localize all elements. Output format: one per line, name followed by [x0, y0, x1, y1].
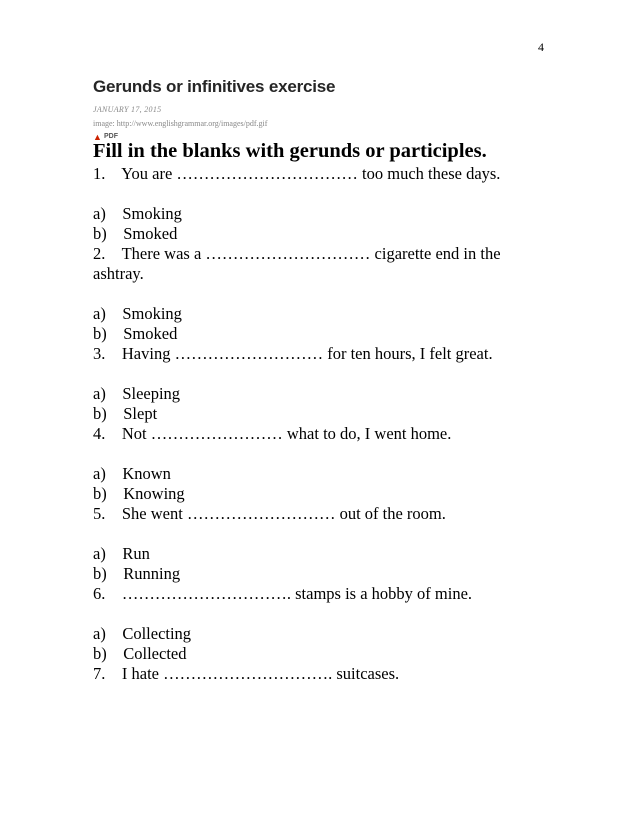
question-stem: 3. Having ……………………… for ten hours, I felt great. — [93, 344, 493, 363]
question-1 — [93, 164, 543, 244]
post-date: JANUARY 17, 2015 — [93, 105, 162, 114]
question-stem: ashtray. — [93, 264, 144, 283]
question-stem: 7. I hate …………………………. suitcases. — [93, 664, 400, 683]
pdf-label: PDF — [104, 133, 118, 140]
question-list — [93, 164, 543, 684]
answer-option: a) Run — [93, 544, 150, 563]
answer-option: b) Running — [93, 564, 181, 583]
question-stem: 6. …………………………. stamps is a hobby of mine. — [93, 584, 473, 603]
spacer — [93, 444, 543, 464]
answer-option: b) Slept — [93, 404, 158, 423]
question-stem: 5. She went ……………………… out of the room. — [93, 504, 446, 523]
answer-option: b) Knowing — [93, 484, 185, 503]
answer-option: a) Smoking — [93, 204, 182, 223]
image-source-caption: image: http://www.englishgrammar.org/images/pdf.gif — [93, 119, 268, 128]
exercise-content — [93, 138, 543, 684]
spacer — [93, 524, 543, 544]
question-3 — [93, 344, 543, 424]
question-stem: 4. Not …………………… what to do, I went home. — [93, 424, 452, 443]
answer-option: a) Smoking — [93, 304, 182, 323]
answer-option: a) Collecting — [93, 624, 192, 643]
question-stem: 1. You are …………………………… too much these days. — [93, 164, 501, 183]
question-stem: 2. There was a ………………………… cigarette end in the — [93, 244, 501, 263]
page-number: 4 — [538, 40, 544, 54]
spacer — [93, 284, 543, 304]
answer-option: b) Collected — [93, 644, 187, 663]
question-6 — [93, 584, 543, 664]
answer-option: a) Sleeping — [93, 384, 181, 403]
answer-option: b) Smoked — [93, 324, 178, 343]
answer-option: b) Smoked — [93, 224, 178, 243]
spacer — [93, 364, 543, 384]
question-5 — [93, 504, 543, 584]
question-4 — [93, 424, 543, 504]
question-7 — [93, 664, 543, 684]
question-2 — [93, 244, 543, 344]
pdf-icon: ▲ — [93, 131, 102, 142]
exercise-heading: Fill in the blanks with gerunds or participles. — [93, 140, 487, 162]
answer-option: a) Known — [93, 464, 171, 483]
article-title: Gerunds or infinitives exercise — [93, 77, 336, 96]
spacer — [93, 184, 543, 204]
spacer — [93, 604, 543, 624]
